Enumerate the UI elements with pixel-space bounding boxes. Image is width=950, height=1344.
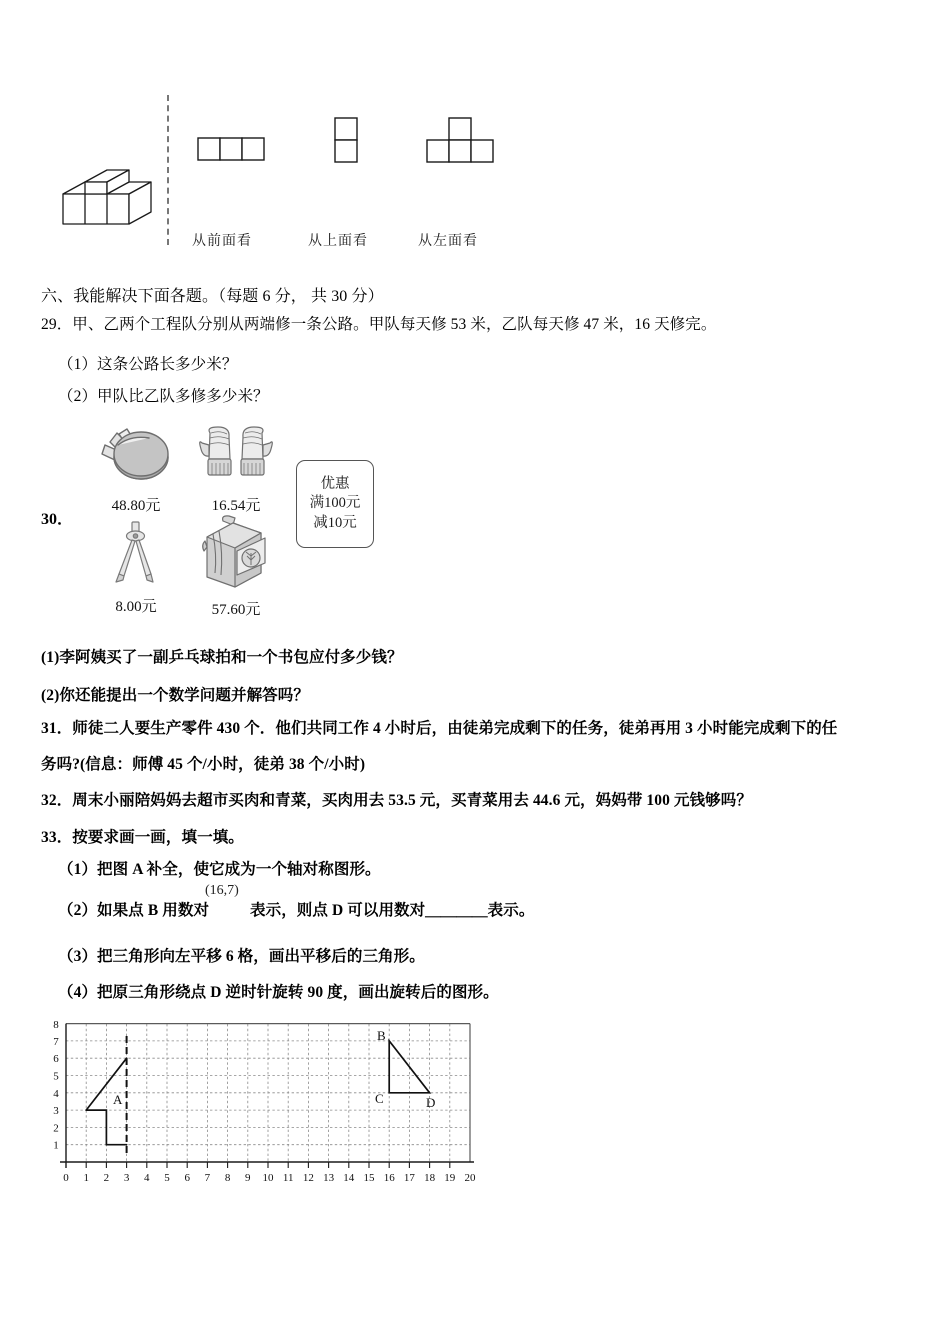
x-tick-13: 13 — [323, 1172, 335, 1184]
x-tick-3: 3 — [123, 1172, 130, 1184]
x-tick-12: 12 — [302, 1172, 314, 1184]
x-tick-17: 17 — [403, 1172, 415, 1184]
q30-product-figure — [40, 420, 460, 625]
table-tennis-paddle-icon — [97, 425, 175, 487]
mittens-icon — [196, 425, 276, 487]
product-backpack — [188, 515, 284, 619]
q29-sub1: （1）这条公路长多少米？ — [58, 356, 238, 373]
q30-number: 30． — [41, 511, 74, 528]
x-tick-20: 20 — [464, 1172, 476, 1184]
q29-sub2: （2）甲队比乙队多修多少米？ — [58, 388, 269, 405]
x-tick-15: 15 — [363, 1172, 375, 1184]
q33-number-pair: (16,7) — [205, 883, 239, 898]
promo-line-1: 优惠 — [320, 476, 350, 493]
promo-line-3: 减10元 — [313, 514, 357, 531]
backpack-icon — [195, 515, 277, 591]
promo-line-2: 满100元 — [309, 495, 361, 512]
x-tick-8: 8 — [224, 1172, 231, 1184]
views-svg — [190, 110, 520, 250]
dashed-separator — [167, 95, 169, 245]
product-paddle — [88, 425, 184, 515]
x-tick-0: 0 — [63, 1172, 69, 1184]
x-tick-10: 10 — [262, 1172, 274, 1184]
q33-sub4: （4）把原三角形绕点 D 逆时针旋转 90 度，画出旋转后的图形。 — [58, 984, 499, 1001]
x-tick-2: 2 — [103, 1172, 110, 1184]
q30-sub2: (2)你还能提出一个数学问题并解答吗？ — [41, 687, 309, 704]
x-tick-1: 1 — [83, 1172, 89, 1184]
x-tick-7: 7 — [204, 1172, 211, 1184]
y-tick-5: 5 — [53, 1070, 59, 1083]
promo-box — [296, 460, 374, 548]
point-label-d: D — [426, 1095, 436, 1110]
point-label-b: B — [377, 1028, 386, 1043]
x-tick-18: 18 — [424, 1172, 436, 1184]
q31-line2: 务吗?(信息：师傅 45 个/小时，徒弟 38 个/小时) — [41, 756, 366, 773]
product-compass — [88, 520, 184, 616]
q33-sub2-part-b: 表示，则点 D 可以用数对＿＿＿＿表示。 — [250, 902, 535, 919]
section-heading: 六、我能解决下面各题。（每题 6 分， 共 30 分） — [41, 288, 384, 305]
view-label-front: 从前面看 — [192, 234, 252, 249]
q32-line1: 32．周末小丽陪妈妈去超市买肉和青菜，买肉用去 53.5 元，买青菜用去 44.6 元，妈妈带 100 元钱够吗？ — [41, 792, 752, 809]
x-tick-16: 16 — [383, 1172, 395, 1184]
x-tick-11: 11 — [282, 1172, 294, 1184]
view-label-left: 从左面看 — [418, 234, 478, 249]
y-tick-7: 7 — [53, 1035, 59, 1048]
compass-icon — [103, 520, 169, 588]
y-tick-4: 4 — [53, 1087, 59, 1100]
q29-stem: 29．甲、乙两个工程队分别从两端修一条公路。甲队每天修 53 米，乙队每天修 47 米，16 天修完。 — [41, 316, 717, 333]
cube-stack-svg — [55, 150, 175, 240]
q30-sub1: (1)李阿姨买了一副乒乓球拍和一个书包应付多少钱？ — [41, 649, 403, 666]
product-compass-price: 8.00元 — [115, 599, 157, 615]
q33-sub2-part-a: （2）如果点 B 用数对 — [58, 902, 210, 919]
solid-cube-figure — [55, 150, 175, 245]
view-label-top: 从上面看 — [308, 234, 368, 249]
x-tick-6: 6 — [184, 1172, 190, 1184]
product-paddle-price: 48.80元 — [111, 498, 161, 514]
y-tick-6: 6 — [53, 1053, 59, 1066]
x-tick-4: 4 — [144, 1172, 150, 1184]
q33-sub1: （1）把图 A 补全，使它成为一个轴对称图形。 — [58, 861, 381, 878]
y-tick-1: 1 — [53, 1139, 59, 1152]
three-views-group — [190, 110, 520, 250]
coordinate-grid-svg — [44, 1016, 484, 1201]
x-tick-14: 14 — [343, 1172, 355, 1184]
point-label-a: A — [113, 1092, 123, 1107]
x-tick-5: 5 — [164, 1172, 170, 1184]
y-tick-2: 2 — [53, 1122, 59, 1135]
product-backpack-price: 57.60元 — [211, 602, 261, 618]
point-label-c: C — [375, 1091, 384, 1106]
product-mittens — [188, 425, 284, 515]
coordinate-grid-figure — [44, 1016, 484, 1201]
x-tick-19: 19 — [444, 1172, 456, 1184]
y-tick-8: 8 — [53, 1019, 59, 1031]
q31-line1: 31．师徒二人要生产零件 430 个．他们共同工作 4 小时后，由徒弟完成剩下的任务，徒弟再用 3 小时能完成剩下的任 — [41, 720, 838, 737]
x-tick-9: 9 — [245, 1172, 251, 1184]
y-tick-3: 3 — [53, 1105, 59, 1118]
product-mittens-price: 16.54元 — [211, 498, 261, 514]
q33-sub3: （3）把三角形向左平移 6 格，画出平移后的三角形。 — [58, 948, 425, 965]
q33-stem: 33．按要求画一画，填一填。 — [41, 829, 244, 846]
